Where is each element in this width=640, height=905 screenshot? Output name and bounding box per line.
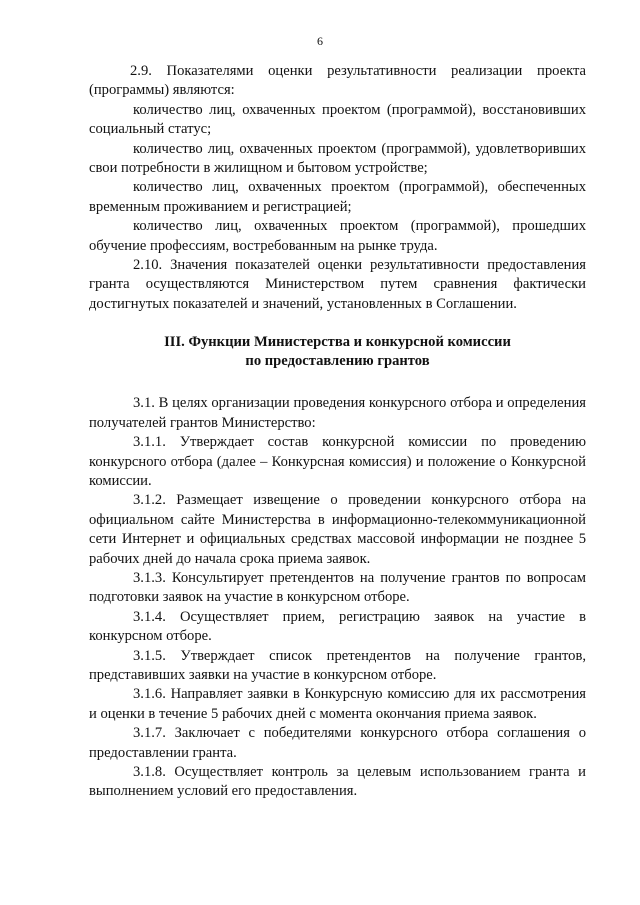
indicator-item-1: количество лиц, охваченных проектом (программой), восстановивших социальный статус; [89, 101, 586, 138]
paragraph-2-9: 2.9. Показателями оценки результативности реализации проекта (программы) являются: [89, 63, 586, 99]
paragraph-3-1-2: 3.1.2. Размещает извещение о проведении конкурсного отбора на официальном сайте Министерства в информационно-телекоммуникационной сети Интернет и официальных средствах массовой информации не позднее 5 рабочих дней до начала срока приема заявок. [89, 492, 586, 567]
section-heading-line-2: по предоставлению грантов [245, 353, 430, 370]
indicator-item-4: количество лиц, охваченных проектом (программой), прошедших обучение профессиям, востребованным на рынке труда. [89, 218, 586, 254]
page-number: 6 [317, 34, 323, 48]
document-body [89, 62, 586, 802]
paragraph-3-1-5: 3.1.5. Утверждает список претендентов на получение грантов, представивших заявки на участие в конкурсном отборе. [89, 647, 586, 683]
section-heading [89, 333, 586, 371]
paragraph-3-1: 3.1. В целях организации проведения конкурсного отбора и определения получателей грантов Министерство: [89, 395, 586, 431]
section-heading-line-1: III. Функции Министерства и конкурсной комиссии [164, 334, 511, 351]
paragraph-3-1-7: 3.1.7. Заключает с победителями конкурсного отбора соглашения о предоставлении гранта. [89, 725, 586, 761]
paragraph-3-1-6: 3.1.6. Направляет заявки в Конкурсную комиссию для их рассмотрения и оценки в течение 5 рабочих дней с момента окончания приема заявок. [89, 686, 586, 722]
paragraph-2-10: 2.10. Значения показателей оценки результативности предоставления гранта осуществляются Министерством путем сравнения фактически достигнутых показателей и значений, установленных в Соглашении. [89, 257, 586, 312]
paragraph-3-1-3: 3.1.3. Консультирует претендентов на получение грантов по вопросам подготовки заявок на участие в конкурсном отборе. [89, 569, 586, 606]
paragraph-3-1-4: 3.1.4. Осуществляет прием, регистрацию заявок на участие в конкурсном отборе. [89, 608, 586, 645]
indicator-item-3: количество лиц, охваченных проектом (программой), обеспеченных временным проживанием и регистрацией; [89, 179, 586, 215]
paragraph-3-1-8: 3.1.8. Осуществляет контроль за целевым использованием гранта и выполнением условий его предоставления. [89, 764, 586, 800]
paragraph-3-1-1: 3.1.1. Утверждает состав конкурсной комиссии по проведению конкурсного отбора (далее – Конкурсная комиссия) и положение о Конкурсной комиссии. [89, 434, 586, 489]
indicator-item-2: количество лиц, охваченных проектом (программой), удовлетворивших свои потребности в жилищном и бытовом устройстве; [89, 140, 586, 177]
